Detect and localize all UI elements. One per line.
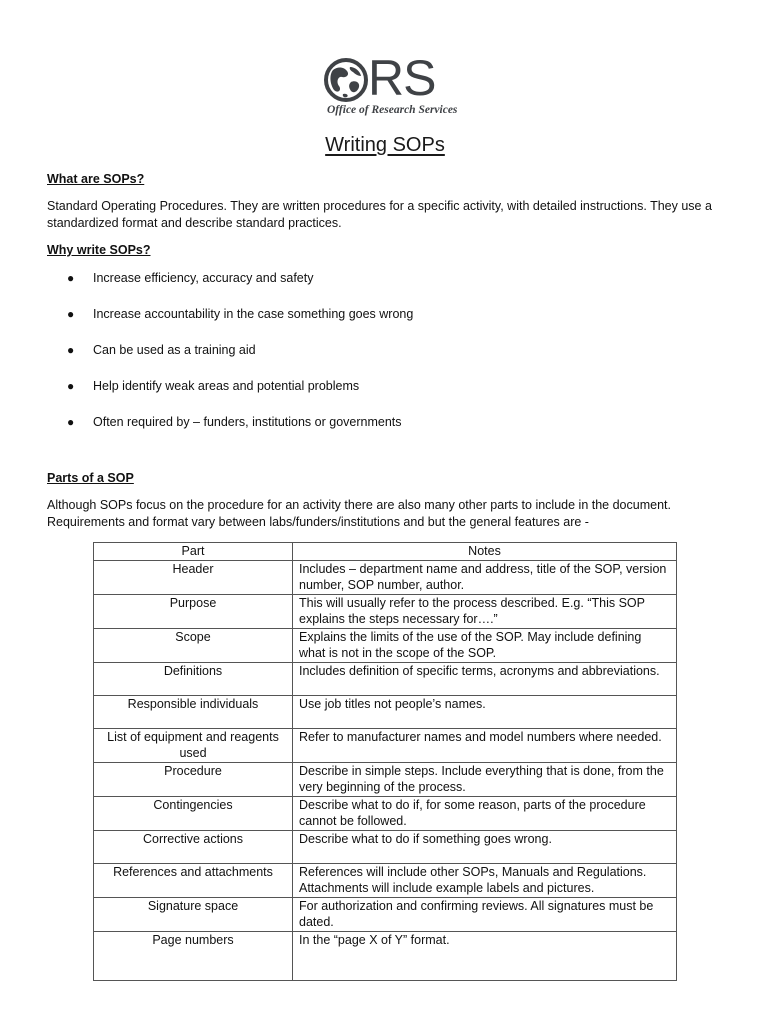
part-cell: List of equipment and reagents used [94,728,293,762]
parts-heading: Parts of a SOP [47,471,134,485]
parts-intro: Although SOPs focus on the procedure for an activity there are also many other parts to include in the document. Requirements and format vary between labs/funders/institutions and but the general features are - [47,498,671,529]
part-cell: Page numbers [94,931,293,980]
bullet-dot-icon: ● [67,415,75,429]
part-cell: Purpose [94,594,293,628]
table-row [94,863,677,897]
notes-cell: Explains the limits of the use of the SOP. May include defining what is not in the scope of the SOP. [293,628,677,662]
notes-cell: Describe in simple steps. Include everything that is done, from the very beginning of the process. [293,762,677,796]
bullet-text: Can be used as a training aid [93,343,256,357]
table-row [94,628,677,662]
notes-cell: Use job titles not people’s names. [293,695,677,728]
table-row [94,762,677,796]
bullet-dot-icon: ● [67,379,75,393]
bullet-dot-icon: ● [67,307,75,321]
notes-cell: Refer to manufacturer names and model numbers where needed. [293,728,677,762]
table-row [94,897,677,931]
column-header-part: Part [94,543,293,561]
notes-cell: In the “page X of Y” format. [293,931,677,980]
sop-parts-table [93,542,677,981]
bullet-text: Help identify weak areas and potential problems [93,379,360,393]
what-text: Standard Operating Procedures. They are written procedures for a specific activity, with detailed instructions. They use a standardized format and describe standard practices. [47,199,712,230]
page-title: Writing SOPs [325,134,445,156]
part-cell: Contingencies [94,796,293,830]
part-cell: Scope [94,628,293,662]
bullet-item [0,270,770,306]
table-row [94,830,677,863]
notes-cell: This will usually refer to the process described. E.g. “This SOP explains the steps necessary for….” [293,594,677,628]
bullet-item [0,378,770,414]
notes-cell: Includes definition of specific terms, acronyms and abbreviations. [293,662,677,695]
logo-subtitle: Office of Research Services [327,104,458,116]
column-header-notes: Notes [293,543,677,561]
notes-cell: Describe what to do if, for some reason, parts of the procedure cannot be followed. [293,796,677,830]
table-row [94,560,677,594]
bullet-item [0,306,770,342]
table-row [94,662,677,695]
part-cell: Corrective actions [94,830,293,863]
part-cell: References and attachments [94,863,293,897]
ors-logo [322,50,458,122]
table-row [94,695,677,728]
what-heading: What are SOPs? [47,172,145,186]
logo-letters: RS [368,50,436,106]
why-heading: Why write SOPs? [47,243,151,257]
table-row [94,796,677,830]
part-cell: Responsible individuals [94,695,293,728]
globe-icon [324,58,368,102]
bullet-text: Increase efficiency, accuracy and safety [93,271,314,285]
notes-cell: References will include other SOPs, Manuals and Regulations. Attachments will include example labels and pictures. [293,863,677,897]
notes-cell: Includes – department name and address, title of the SOP, version number, SOP number, author. [293,560,677,594]
bullet-dot-icon: ● [67,271,75,285]
bullet-text: Often required by – funders, institutions or governments [93,415,402,429]
notes-cell: Describe what to do if something goes wrong. [293,830,677,863]
notes-cell: For authorization and confirming reviews. All signatures must be dated. [293,897,677,931]
bullet-item [0,342,770,378]
table-row [94,728,677,762]
bullet-dot-icon: ● [67,343,75,357]
bullet-item [0,414,770,450]
part-cell: Header [94,560,293,594]
table-row [94,594,677,628]
why-bullet-list [0,270,770,450]
table-header-row [94,543,677,561]
table-row [94,931,677,980]
part-cell: Definitions [94,662,293,695]
part-cell: Procedure [94,762,293,796]
part-cell: Signature space [94,897,293,931]
bullet-text: Increase accountability in the case something goes wrong [93,307,414,321]
